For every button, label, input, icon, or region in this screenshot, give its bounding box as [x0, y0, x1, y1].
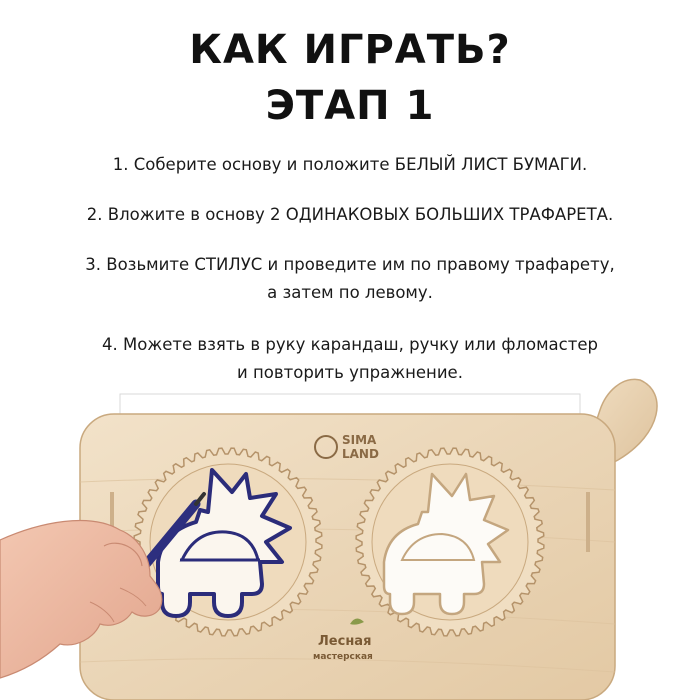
- instruction-line: 1. Соберите основу и положите БЕЛЫЙ ЛИСТ БУМАГИ.: [112, 154, 588, 174]
- stage-title: ЭТАП 1: [265, 83, 435, 129]
- instruction-step-3: [0, 251, 700, 307]
- maker-logo-text: мастерская: [313, 652, 373, 662]
- instruction-step-2: [0, 201, 700, 229]
- instruction-line: и повторить упражнение.: [237, 362, 463, 382]
- maker-logo-text: Лесная: [318, 634, 372, 649]
- brand-logo-text: LAND: [342, 447, 379, 461]
- instruction-step-1: [0, 151, 700, 179]
- instruction-line: 2. Вложите в основу 2 ОДИНАКОВЫХ БОЛЬШИХ ТРАФАРЕТА.: [86, 204, 614, 224]
- instruction-line: 4. Можете взять в руку карандаш, ручку или фломастер: [102, 334, 598, 354]
- board-illustration: [0, 362, 700, 700]
- page-title: КАК ИГРАТЬ?: [189, 27, 511, 73]
- brand-logo-text: SIMA: [342, 433, 377, 447]
- instruction-line: 3. Возьмите СТИЛУС и проведите им по правому трафарету,: [85, 254, 615, 274]
- instruction-line: а затем по левому.: [267, 282, 433, 302]
